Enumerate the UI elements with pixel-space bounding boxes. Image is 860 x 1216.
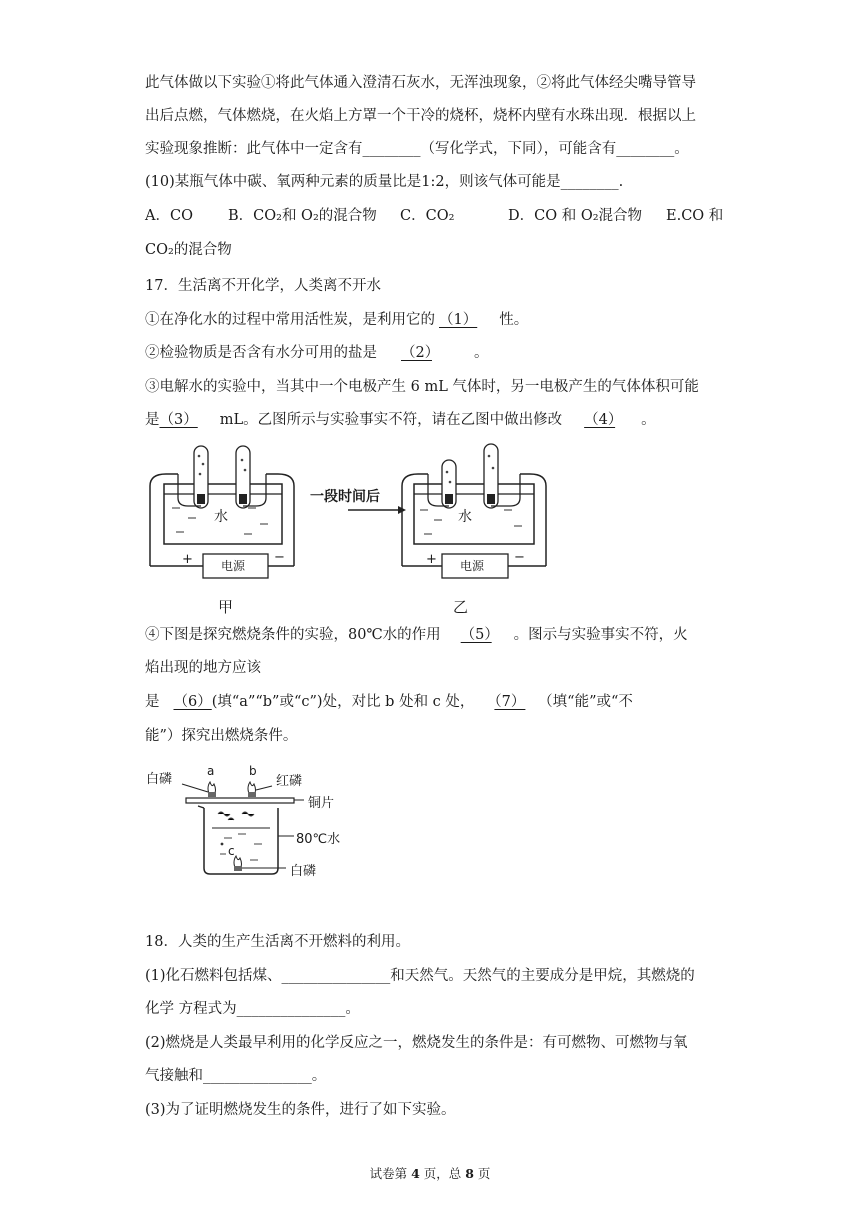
plus-sign: + — [426, 552, 437, 567]
blank-3: （3） — [159, 412, 198, 428]
label-a: a — [207, 764, 215, 778]
water-label: 水 — [214, 509, 228, 525]
q18-line-4: 气接触和_______________。 — [145, 1068, 327, 1084]
q18-line-2: 化学 方程式为_______________。 — [145, 1001, 360, 1017]
hot-water-label: 80℃水 — [296, 832, 341, 847]
water-label: 水 — [458, 509, 472, 525]
q17-line-3: ③电解水的实验中，当其中一个电极产生 6 mL 气体时，另一电极产生的气体体积可能 — [145, 379, 699, 395]
q17-line-7: 是 （6）(填“a”“b”或“c”)处，对比 b 处和 c 处， （7） （填“能”或“不 — [145, 694, 633, 710]
red-phosphorus-label: 红磷 — [276, 774, 303, 789]
minus-sign: − — [274, 550, 285, 565]
label-c: c — [228, 844, 235, 858]
arrow-transition — [302, 486, 406, 516]
q18-line-3: (2)燃烧是人类最早利用的化学反应之一，燃烧发生的条件是：有可燃物、可燃物与氧 — [145, 1035, 688, 1051]
q18-line-1: (1)化石燃料包括煤、_______________和天然气。天然气的主要成分是甲烷，其燃烧的 — [145, 968, 695, 984]
total-pages: 8 — [465, 1166, 474, 1181]
combustion-figure — [146, 760, 356, 880]
minus-sign: − — [514, 550, 525, 565]
label-b: b — [249, 764, 257, 778]
caption-jia: 甲 — [218, 598, 234, 616]
caption-yi: 乙 — [453, 598, 469, 616]
white-phosphorus-bottom-label: 白磷 — [290, 864, 317, 879]
option-d: D．CO 和 O₂混合物 — [508, 208, 643, 224]
q17-line-2: ②检验物质是否含有水分可用的盐是 （2） 。 — [145, 345, 489, 361]
arrow-label: 一段时间后 — [310, 489, 380, 505]
blank-7: （7） — [494, 694, 526, 710]
q17-line-4: 是（3） mL。乙图所示与实验事实不符，请在乙图中做出修改 （4） 。 — [145, 412, 656, 428]
question-17-title: 17．生活离不开化学，人类离不开水 — [145, 278, 381, 294]
power-label: 电源 — [221, 559, 246, 573]
blank-5: （5） — [460, 627, 492, 643]
option-c: C．CO₂ — [400, 208, 455, 224]
q-text-line: 出后点燃，气体燃烧，在火焰上方罩一个干冷的烧杯，烧杯内壁有水珠出现．根据以上 — [145, 108, 696, 124]
page-number: 4 — [411, 1166, 420, 1181]
power-label: 电源 — [460, 559, 485, 573]
q-text-line: 此气体做以下实验①将此气体通入澄清石灰水，无浑浊现象，②将此气体经尖嘴导管导 — [145, 75, 696, 91]
q17-line-5: ④下图是探究燃烧条件的实验，80℃水的作用 （5） 。图示与实验事实不符，火 — [145, 627, 688, 643]
blank-4: （4） — [584, 412, 616, 428]
blank-2: （2） — [401, 345, 432, 361]
option-e: E.CO 和 — [666, 208, 724, 224]
plus-sign: + — [182, 552, 193, 567]
option-b: B．CO₂和 O₂的混合物 — [228, 208, 377, 224]
q17-line-6: 焰出现的地方应该 — [145, 660, 261, 676]
q17-line-8: 能”）探究出燃烧条件。 — [145, 728, 298, 744]
option-a: A．CO — [145, 208, 193, 224]
electrolysis-figure-yi — [400, 436, 550, 596]
q-text-line: 实验现象推断：此气体中一定含有________（写化学式，下同），可能含有________。 — [145, 141, 689, 157]
electrolysis-figure-jia — [148, 436, 298, 596]
blank-1: （1） — [439, 312, 478, 328]
copper-sheet-label: 铜片 — [308, 796, 335, 811]
q-text-line: (10)某瓶气体中碳、氧两种元素的质量比是1:2，则该气体可能是________. — [145, 174, 624, 190]
white-phosphorus-label: 白磷 — [146, 772, 173, 787]
page-footer: 试卷第 4 页，总 8 页 — [369, 1166, 491, 1181]
q17-line-1: ①在净化水的过程中常用活性炭，是利用它的 （1） 性。 — [145, 312, 529, 328]
q-text-line: CO₂的混合物 — [145, 242, 232, 258]
blank-6: （6） — [173, 694, 212, 710]
q18-line-5: (3)为了证明燃烧发生的条件，进行了如下实验。 — [145, 1102, 456, 1118]
question-18-title: 18．人类的生产生活离不开燃料的利用。 — [145, 934, 410, 950]
